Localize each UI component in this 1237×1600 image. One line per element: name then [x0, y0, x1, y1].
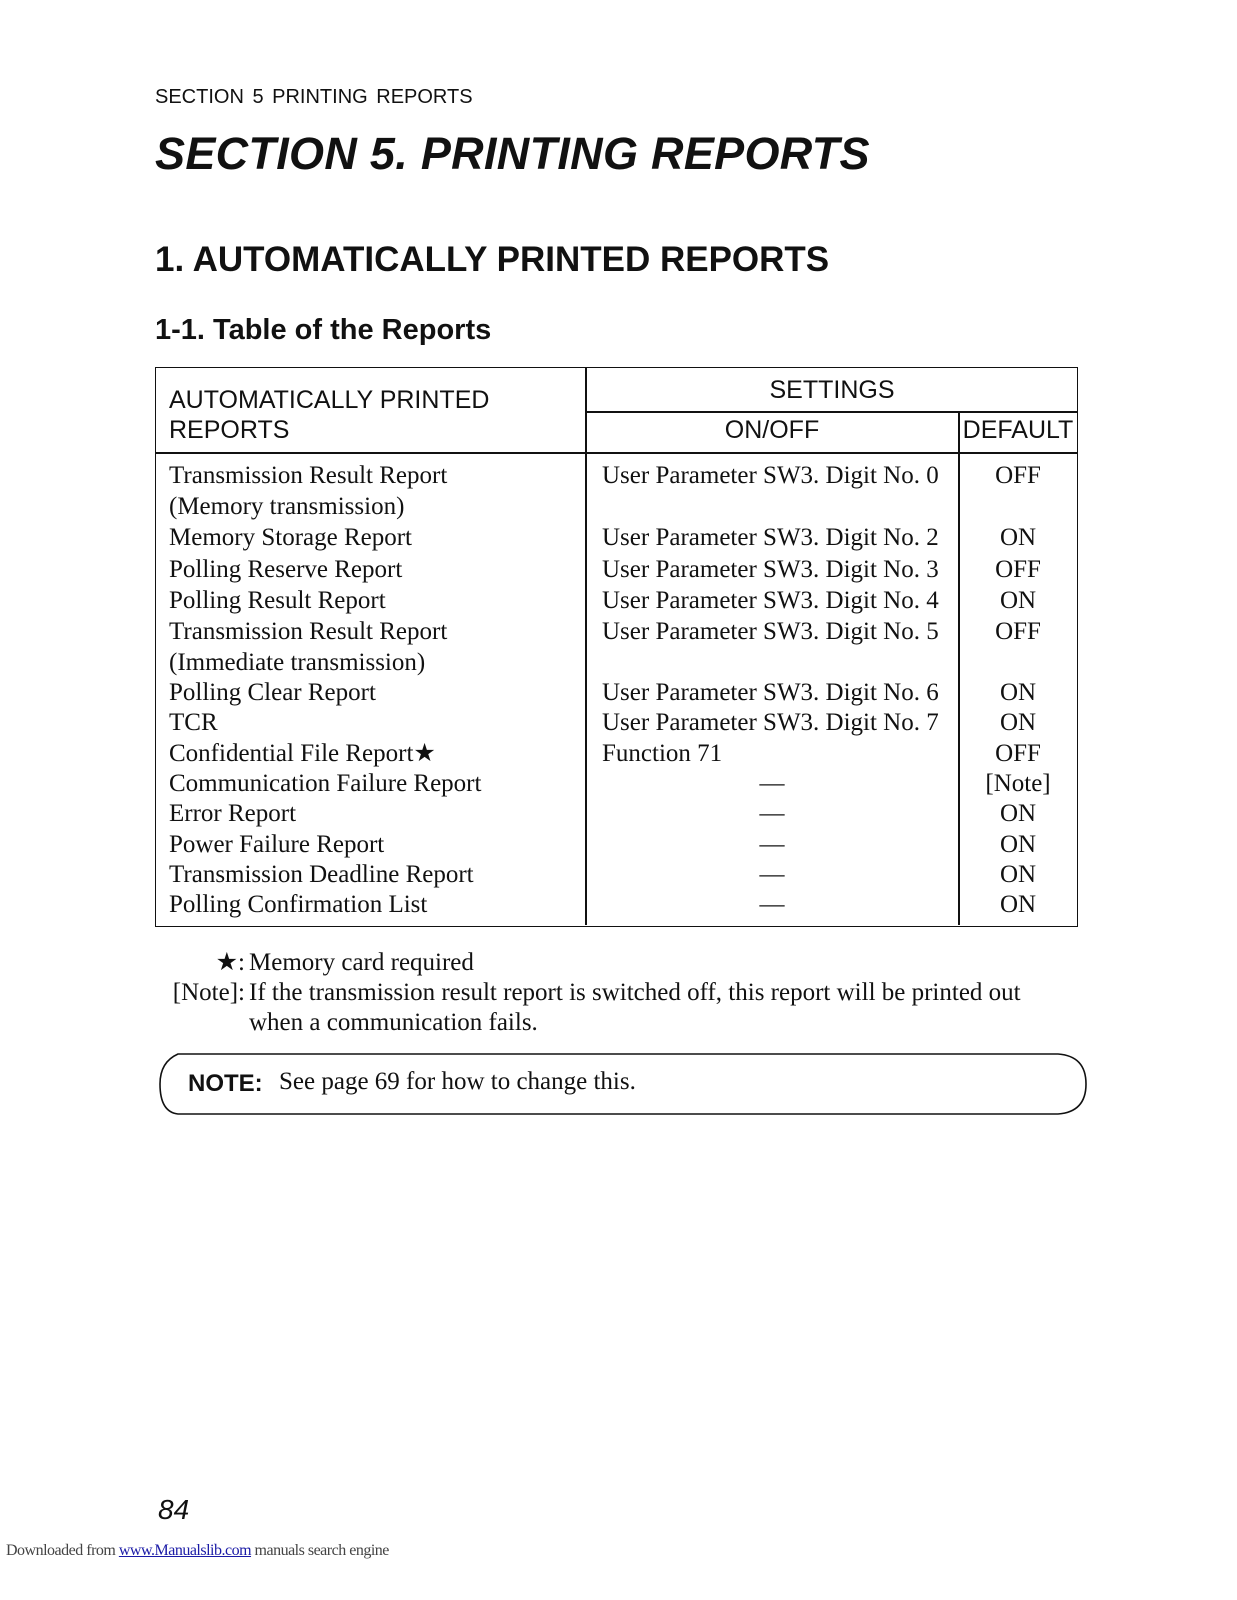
row-setting: —: [759, 861, 785, 888]
row-default: ON: [999, 891, 1037, 918]
row-default: ON: [999, 861, 1037, 888]
chapter-title: 1. AUTOMATICALLY PRINTED REPORTS: [155, 240, 830, 279]
row-report: (Memory transmission): [169, 493, 405, 520]
table-divider-settings: [585, 411, 1077, 413]
footnote-note-text-2: when a communication fails.: [249, 1009, 538, 1036]
footnote-star-key: ★:: [215, 949, 245, 976]
manualslib-link[interactable]: www.Manualslib.com: [118, 1542, 252, 1559]
row-report: Power Failure Report: [169, 831, 385, 858]
section-title: SECTION 5. PRINTING REPORTS: [155, 128, 870, 179]
row-report: Memory Storage Report: [169, 524, 413, 551]
row-default: OFF: [995, 556, 1041, 583]
row-setting: —: [759, 770, 785, 797]
download-footer-suffix: manuals search engine: [251, 1542, 389, 1559]
download-footer: [6, 1542, 389, 1560]
row-report: Transmission Result Report: [169, 618, 448, 645]
row-report: Communication Failure Report: [169, 770, 482, 797]
row-report: Confidential File Report★: [169, 740, 436, 767]
footnote-note-text: If the transmission result report is switched off, this report will be printed out: [249, 979, 1021, 1006]
footnotes: [155, 948, 1055, 1038]
row-setting: User Parameter SW3. Digit No. 6: [602, 679, 939, 706]
header-onoff: ON/OFF: [724, 416, 820, 444]
row-setting: User Parameter SW3. Digit No. 4: [602, 587, 939, 614]
footnote-star-text: Memory card required: [249, 949, 474, 976]
download-footer-prefix: Downloaded from: [6, 1542, 119, 1559]
row-default: ON: [999, 709, 1037, 736]
footnote-note-continuation: [155, 1008, 1055, 1038]
row-default: OFF: [995, 462, 1041, 489]
row-report: Polling Clear Report: [169, 679, 376, 706]
row-setting: User Parameter SW3. Digit No. 3: [602, 556, 939, 583]
row-default: [Note]: [985, 770, 1051, 797]
row-default: ON: [999, 587, 1037, 614]
row-report: Polling Result Report: [169, 587, 386, 614]
header-settings: SETTINGS: [769, 376, 895, 404]
row-default: ON: [999, 679, 1037, 706]
header-default: DEFAULT: [962, 416, 1074, 444]
footnote-note: [155, 978, 1055, 1008]
row-setting: User Parameter SW3. Digit No. 0: [602, 462, 939, 489]
row-default: OFF: [995, 618, 1041, 645]
note-label: NOTE:: [188, 1070, 263, 1097]
row-setting: —: [759, 831, 785, 858]
table-divider-header: [156, 452, 1077, 454]
row-setting: User Parameter SW3. Digit No. 5: [602, 618, 939, 645]
row-default: ON: [999, 524, 1037, 551]
header-reports-line1: AUTOMATICALLY PRINTED: [169, 386, 490, 414]
row-default: OFF: [995, 740, 1041, 767]
row-report: Transmission Deadline Report: [169, 861, 474, 888]
header-reports-line2: REPORTS: [169, 416, 290, 444]
row-setting: —: [759, 891, 785, 918]
reports-table: [155, 367, 1078, 927]
note-text: See page 69 for how to change this.: [279, 1068, 636, 1095]
row-report: (Immediate transmission): [169, 649, 426, 676]
row-setting: User Parameter SW3. Digit No. 7: [602, 709, 939, 736]
row-report: Error Report: [169, 800, 297, 827]
row-default: ON: [999, 831, 1037, 858]
row-report: TCR: [169, 709, 218, 736]
footnote-note-key: [Note]:: [172, 979, 245, 1006]
footnote-star: [155, 948, 1055, 978]
row-default: ON: [999, 800, 1037, 827]
row-report: Polling Reserve Report: [169, 556, 403, 583]
row-setting: Function 71: [602, 740, 723, 767]
row-report: Transmission Result Report: [169, 462, 448, 489]
row-setting: —: [759, 800, 785, 827]
subsection-title: 1-1. Table of the Reports: [155, 314, 492, 346]
running-header: SECTION 5 PRINTING REPORTS: [155, 86, 473, 108]
row-report: Polling Confirmation List: [169, 891, 428, 918]
note-box: [158, 1052, 1088, 1116]
row-setting: User Parameter SW3. Digit No. 2: [602, 524, 939, 551]
page-number: 84: [158, 1494, 190, 1525]
